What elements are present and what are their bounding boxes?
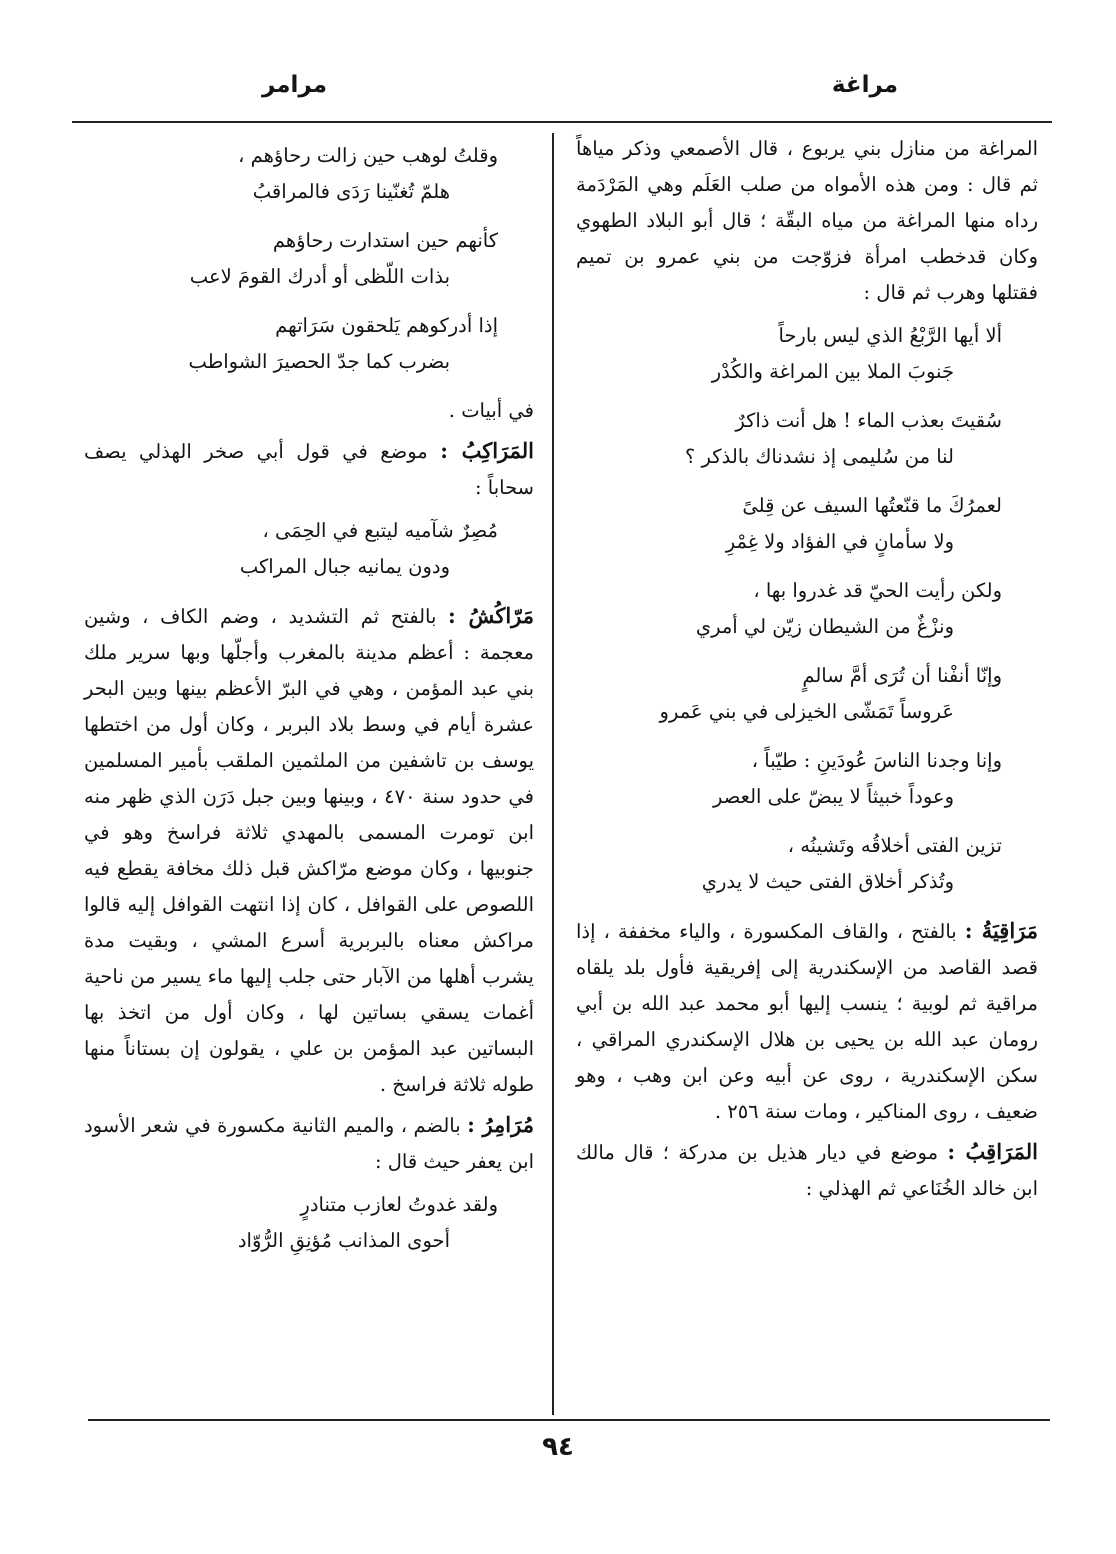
verse	[576, 743, 1038, 815]
entry-headword: مَرّاكُشُ :	[448, 603, 534, 628]
paragraph: في أبيات .	[448, 399, 534, 422]
verse-second-hemistich: بضرب كما جدّ الحصيرَ الشواطب	[188, 350, 450, 373]
verse-second-hemistich: ونزْغٌ من الشيطان زيّن لي أمري	[695, 615, 954, 638]
entry-text: بالضم ، والميم الثانية مكسورة في شعر الأسود ابن يعفر حيث قال :	[84, 1114, 534, 1173]
verse	[576, 658, 1038, 730]
verse	[84, 223, 534, 295]
verse-first-hemistich: وإنا وجدنا الناسَ عُودَينِ : طيّباً ،	[751, 749, 1002, 772]
verse-first-hemistich: مُصِرٌ شآميه ليتبع في الحِمَى ،	[262, 519, 498, 542]
verse-second-hemistich: جَنوبَ الملا بين المراغة والكُدْر	[711, 360, 954, 383]
dictionary-entry	[576, 913, 1038, 1130]
verse-first-hemistich: تزين الفتى أخلاقُه وتَشينُه ،	[787, 834, 1002, 857]
verse-second-hemistich: عَروساً تَمَشّى الخيزلى في بني عَمرو	[659, 700, 954, 723]
verse-first-hemistich: لعمرُكَ ما قنّعتُها السيف عن قِلىً	[742, 494, 1002, 517]
entry-text: بالفتح ، والقاف المكسورة ، والياء مخففة ، إذا قصد القاصد من الإسكندرية إلى إفريقية فأول بلد يلقاه مراقية ثم لوبية ؛ ينسب إليها أبو محمد عبد الله بن أبي رومان عبد الله بن يحيى بن هلال الإسكندري المراقي ، سكن الإسكندرية ، روى عن أبيه وعن ابن وهب ، وهو ضعيف ، روى المناكير ، ومات سنة ٢٥٦ .	[576, 920, 1038, 1123]
verse	[84, 513, 534, 585]
running-header-right: مراغة	[831, 72, 898, 98]
header-rule	[72, 121, 1052, 123]
verse-second-hemistich: لنا من سُليمى إذ نشدناك بالذكر ؟	[685, 445, 954, 468]
left-column	[84, 131, 534, 1272]
verse	[84, 1187, 534, 1259]
page-number: ٩٤	[542, 1432, 574, 1462]
entry-text: موضع في قول أبي صخر الهذلي يصف سحاباً :	[84, 440, 534, 499]
verse-first-hemistich: ولكن رأيت الحيّ قد غدروا بها ،	[753, 579, 1002, 602]
verse	[84, 138, 534, 210]
right-column	[576, 131, 1038, 1211]
entry-headword: مَرَاقِيَةُ :	[964, 918, 1038, 943]
dictionary-entry	[84, 433, 534, 506]
entry-headword: مُرَامِرُ :	[467, 1112, 534, 1137]
verse-second-hemistich: وعوداً خبيثاً لا يبضّ على العصر	[713, 785, 954, 808]
verse-second-hemistich: وتُذكر أخلاق الفتى حيث لا يدري	[701, 870, 954, 893]
verse	[576, 573, 1038, 645]
verse-second-hemistich: بذات اللّظى أو أدرك القومَ لاعب	[189, 265, 450, 288]
verse-first-hemistich: سُقيتَ بعذب الماء ! هل أنت ذاكرٌ	[735, 409, 1002, 432]
entry-text: موضع في ديار هذيل بن مدركة ؛ قال مالك ابن خالد الخُنَاعي ثم الهذلي :	[576, 1141, 1038, 1200]
verse	[576, 488, 1038, 560]
column-divider	[552, 133, 554, 1415]
verse-second-hemistich: ودون يمانيه جبال المراكب	[239, 555, 450, 578]
verse-first-hemistich: إذا أدركوهم يَلحقون سَرَاتهم	[275, 314, 498, 337]
footer-rule	[88, 1419, 1050, 1421]
entry-headword: المَرَاقِبُ :	[947, 1139, 1038, 1164]
verse-first-hemistich: ألا أيها الرَّبْعُ الذي ليس بارحاً	[778, 324, 1002, 347]
paragraph: المراغة من منازل بني يربوع ، قال الأصمعي وذكر مياهاً ثم قال : ومن هذه الأمواه من صلب العَلَم وهي المَرْدَمة رداه منها المراغة من مياه البقّة ؛ قال أبو البلاد الطهوي وكان قدخطب امرأة فزوّجت من بني عمرو بن تميم فقتلها وهرب ثم قال :	[576, 137, 1038, 304]
verse-second-hemistich: أحوى المذانب مُؤنِقِ الرُّوّاد	[237, 1229, 450, 1252]
verse	[576, 828, 1038, 900]
verse-first-hemistich: ولقد غدوتُ لعازب متنادرٍ	[300, 1193, 498, 1216]
entry-headword: المَرَاكِبُ :	[440, 438, 534, 463]
verse	[84, 308, 534, 380]
verse	[576, 318, 1038, 390]
running-header-left: مرامر	[262, 72, 327, 98]
verse-first-hemistich: وإنّا أنفْنا أن تُرَى أمَّ سالمٍ	[802, 664, 1002, 687]
dictionary-entry	[576, 1134, 1038, 1207]
dictionary-entry	[84, 598, 534, 1103]
entry-text: بالفتح ثم التشديد ، وضم الكاف ، وشين معجمة : أعظم مدينة بالمغرب وأجلّها وبها سرير ملك بني عبد المؤمن ، وهي في البرّ الأعظم بينها وبين البحر عشرة أيام في وسط بلاد البربر ، وكان أول من اختطها يوسف بن تاشفين من الملثمين الملقب بأمير المسلمين في حدود سنة ٤٧٠ ، وبينها وبين جبل دَرَن الذي ظهر منه ابن تومرت المسمى بالمهدي ثلاثة فراسخ وهو في جنوبيها ، وكان موضع مرّاكش قبل ذلك مخافة يقطع فيه اللصوص على القوافل ، كان إذا انتهت القوافل إليه قالوا مراكش معناه بالبربرية أسرع المشي ، وبقيت مدة يشرب أهلها من الآبار حتى جلب إليها ماء يسير من ناحية أغمات يسقي بساتين لها ، وكان أول من اتخذ بها البساتين عبد المؤمن بن علي ، يقولون إن بستاناً منها طوله ثلاثة فراسخ .	[84, 605, 534, 1096]
verse	[576, 403, 1038, 475]
verse-first-hemistich: كأنهم حين استدارت رحاؤهم	[272, 229, 498, 252]
dictionary-entry	[84, 1107, 534, 1180]
verse-first-hemistich: وقلتُ لوهب حين زالت رحاؤهم ،	[238, 144, 498, 167]
verse-second-hemistich: هلمّ تُغنّينا رَدَى فالمراقبُ	[252, 180, 450, 203]
verse-second-hemistich: ولا سأمانٍ في الفؤاد ولا غِمْرِ	[725, 530, 954, 553]
